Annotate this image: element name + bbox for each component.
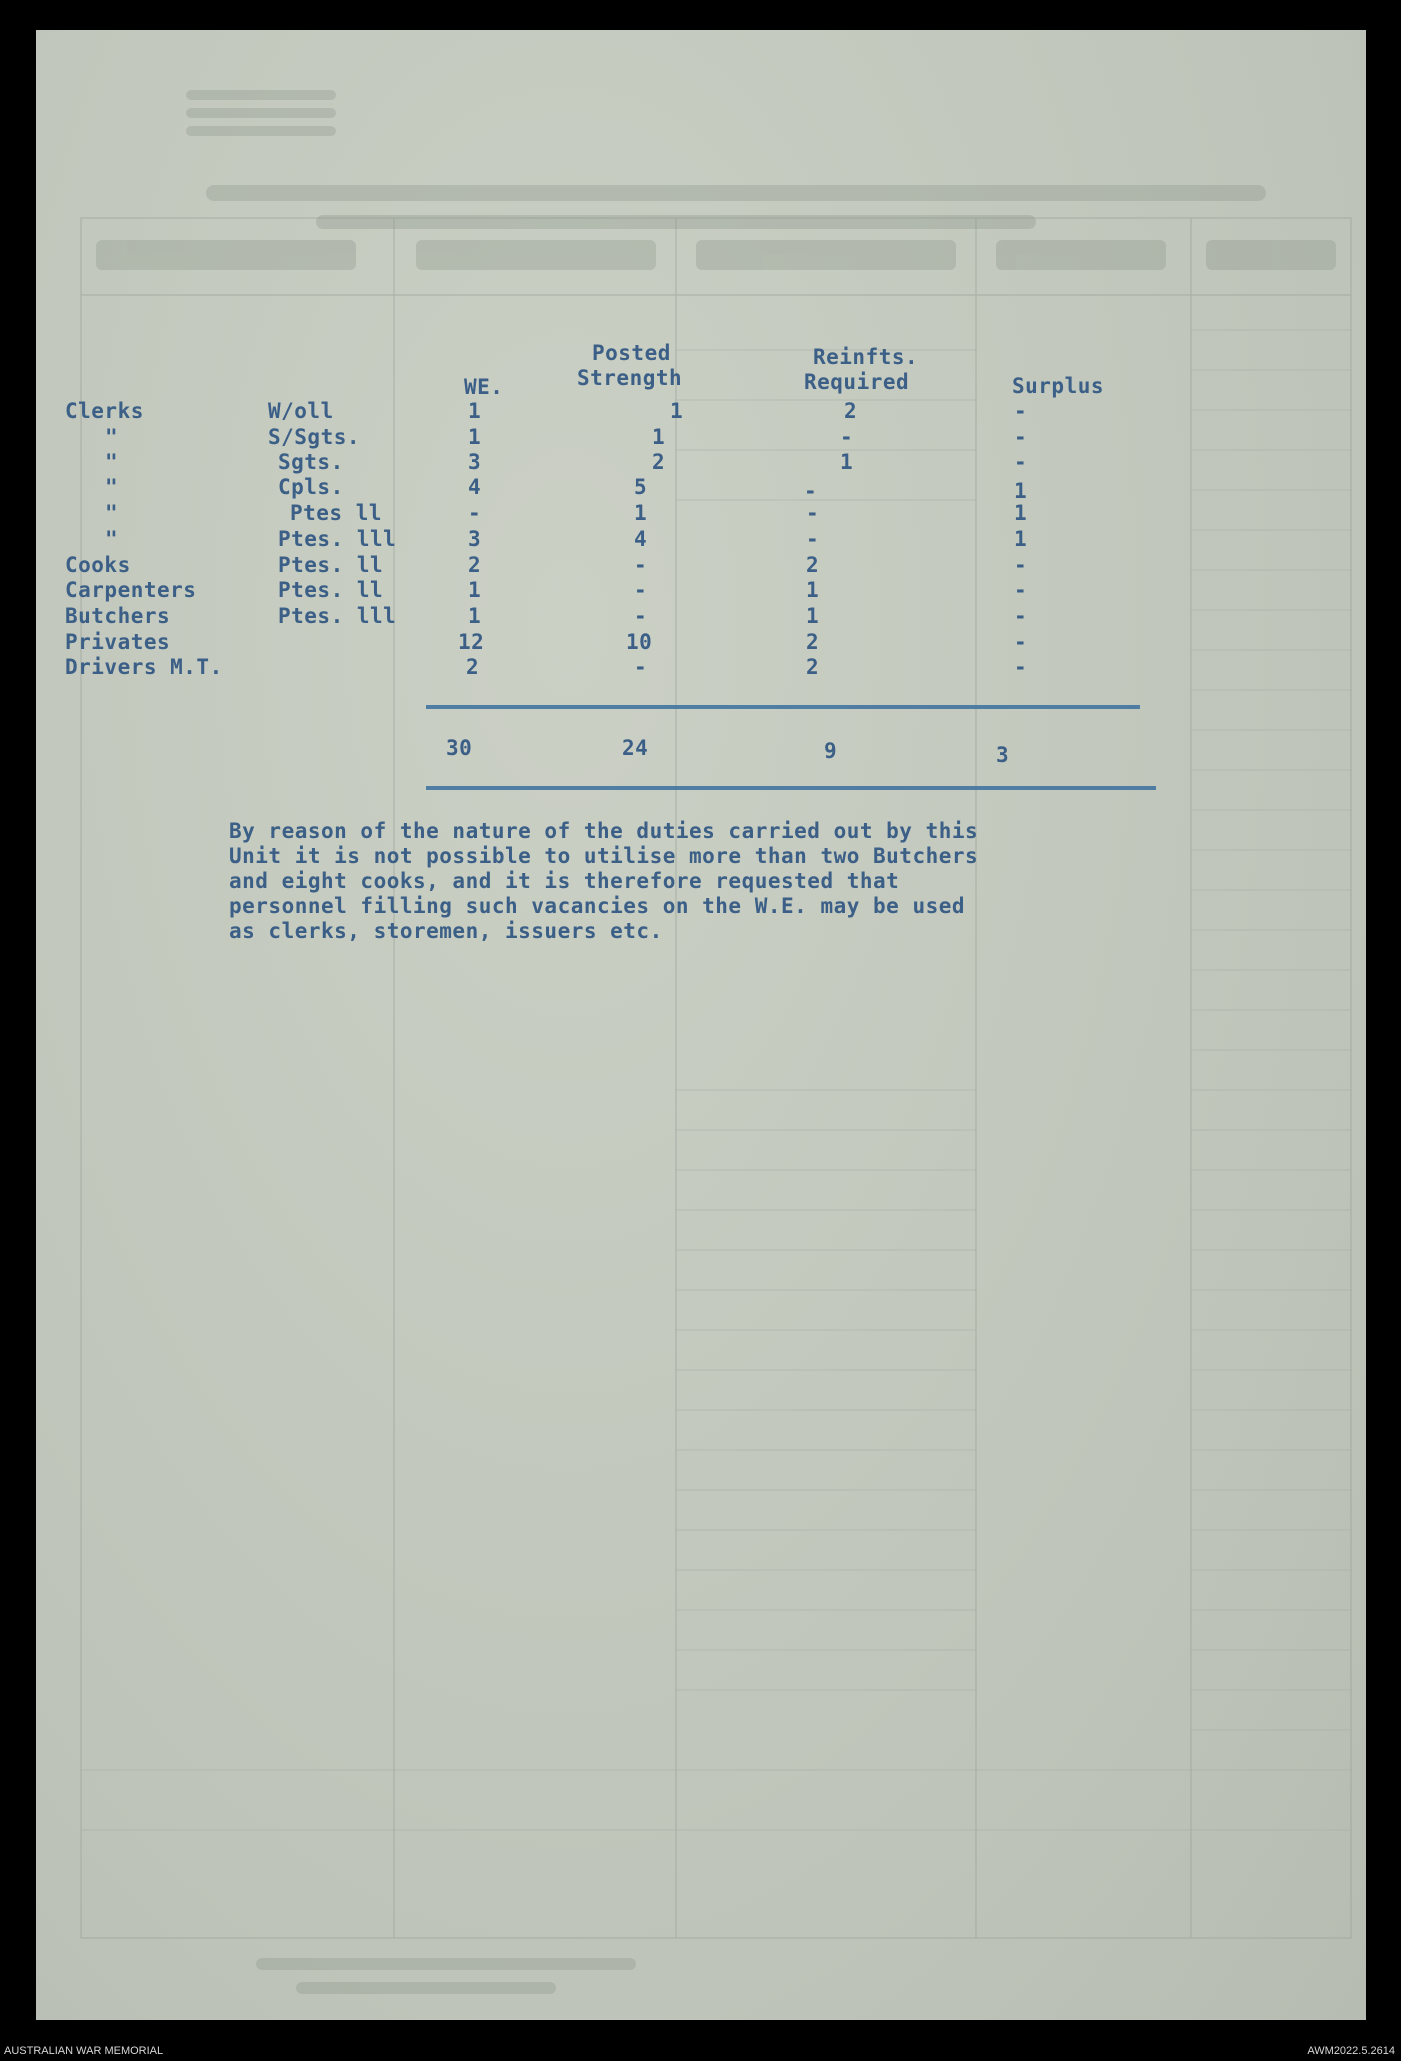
note-line: and eight cooks, and it is therefore requested that [229, 869, 900, 893]
header-posted-line1: Posted [592, 341, 671, 365]
trade-cell: Clerks [65, 399, 144, 423]
total-posted: 24 [622, 736, 649, 760]
trade-cell: Butchers [65, 604, 171, 628]
reinfts-cell: - [804, 479, 818, 503]
surplus-cell: - [1014, 604, 1028, 628]
trade-cell: Drivers M.T. [65, 655, 223, 679]
posted-cell: 1 [670, 399, 684, 423]
reinfts-cell: 1 [806, 578, 820, 602]
rank-cell: Cpls. [278, 475, 344, 499]
reinfts-cell: 1 [806, 604, 820, 628]
total-reinfts: 9 [824, 739, 838, 763]
surplus-cell: 1 [1014, 527, 1028, 551]
header-surplus: Surplus [1012, 374, 1105, 398]
reinfts-cell: - [840, 425, 854, 449]
trade-cell: Carpenters [65, 578, 197, 602]
trade-cell: " [105, 475, 119, 499]
header-posted-line2: Strength [577, 366, 683, 390]
rank-cell: Ptes. lll [278, 527, 397, 551]
surplus-cell: 1 [1014, 501, 1028, 525]
surplus-cell: - [1014, 425, 1028, 449]
document-page [36, 30, 1366, 2020]
we-cell: 4 [468, 475, 482, 499]
trade-cell: Privates [65, 630, 171, 654]
posted-cell: - [634, 553, 648, 577]
posted-cell: 10 [626, 630, 653, 654]
trade-cell: " [105, 450, 119, 474]
surplus-cell: - [1014, 399, 1028, 423]
trade-cell: " [105, 527, 119, 551]
note-line: as clerks, storemen, issuers etc. [229, 919, 663, 943]
reinfts-cell: 1 [840, 450, 854, 474]
note-line: personnel filling such vacancies on the W.E. may be used [229, 894, 966, 918]
surplus-cell: - [1014, 655, 1028, 679]
footer-right: AWM2022.5.2614 [1307, 2045, 1395, 2057]
we-cell: 12 [458, 630, 485, 654]
posted-cell: 5 [634, 475, 648, 499]
surplus-cell: - [1014, 630, 1028, 654]
note-line: By reason of the nature of the duties carried out by this [229, 819, 979, 843]
posted-cell: - [634, 578, 648, 602]
header-reinfts-line1: Reinfts. [813, 345, 919, 369]
posted-cell: 4 [634, 527, 648, 551]
header-we: WE. [464, 375, 504, 399]
posted-cell: 2 [652, 450, 666, 474]
trade-cell: Cooks [65, 553, 131, 577]
we-cell: - [468, 501, 482, 525]
rank-cell: Ptes. lll [278, 604, 397, 628]
we-cell: 2 [466, 655, 480, 679]
we-cell: 3 [468, 527, 482, 551]
reinfts-cell: 2 [806, 655, 820, 679]
reinfts-cell: - [806, 501, 820, 525]
we-cell: 1 [468, 425, 482, 449]
totals-rule-top [426, 705, 1140, 709]
reinfts-cell: 2 [806, 553, 820, 577]
we-cell: 2 [468, 553, 482, 577]
reverse-form-showthrough [36, 30, 1366, 2020]
we-cell: 3 [468, 450, 482, 474]
total-surplus: 3 [996, 743, 1010, 767]
rank-cell: W/oll [268, 399, 334, 423]
total-we: 30 [446, 736, 473, 760]
posted-cell: - [634, 655, 648, 679]
trade-cell: " [105, 501, 119, 525]
rank-cell: Ptes ll [290, 501, 383, 525]
reinfts-cell: - [806, 527, 820, 551]
surplus-cell: 1 [1014, 479, 1028, 503]
reinfts-cell: 2 [844, 399, 858, 423]
we-cell: 1 [468, 604, 482, 628]
we-cell: 1 [468, 578, 482, 602]
posted-cell: 1 [652, 425, 666, 449]
we-cell: 1 [468, 399, 482, 423]
trade-cell: " [105, 425, 119, 449]
rank-cell: Ptes. ll [278, 578, 384, 602]
rank-cell: Ptes. ll [278, 553, 384, 577]
surplus-cell: - [1014, 553, 1028, 577]
posted-cell: - [634, 604, 648, 628]
note-line: Unit it is not possible to utilise more than two Butchers [229, 844, 979, 868]
surplus-cell: - [1014, 450, 1028, 474]
totals-rule-bottom [426, 786, 1156, 790]
surplus-cell: - [1014, 578, 1028, 602]
rank-cell: Sgts. [278, 450, 344, 474]
header-reinfts-line2: Required [804, 370, 910, 394]
posted-cell: 1 [634, 501, 648, 525]
rank-cell: S/Sgts. [268, 425, 361, 449]
footer-left: AUSTRALIAN WAR MEMORIAL [4, 2045, 164, 2057]
reinfts-cell: 2 [806, 630, 820, 654]
